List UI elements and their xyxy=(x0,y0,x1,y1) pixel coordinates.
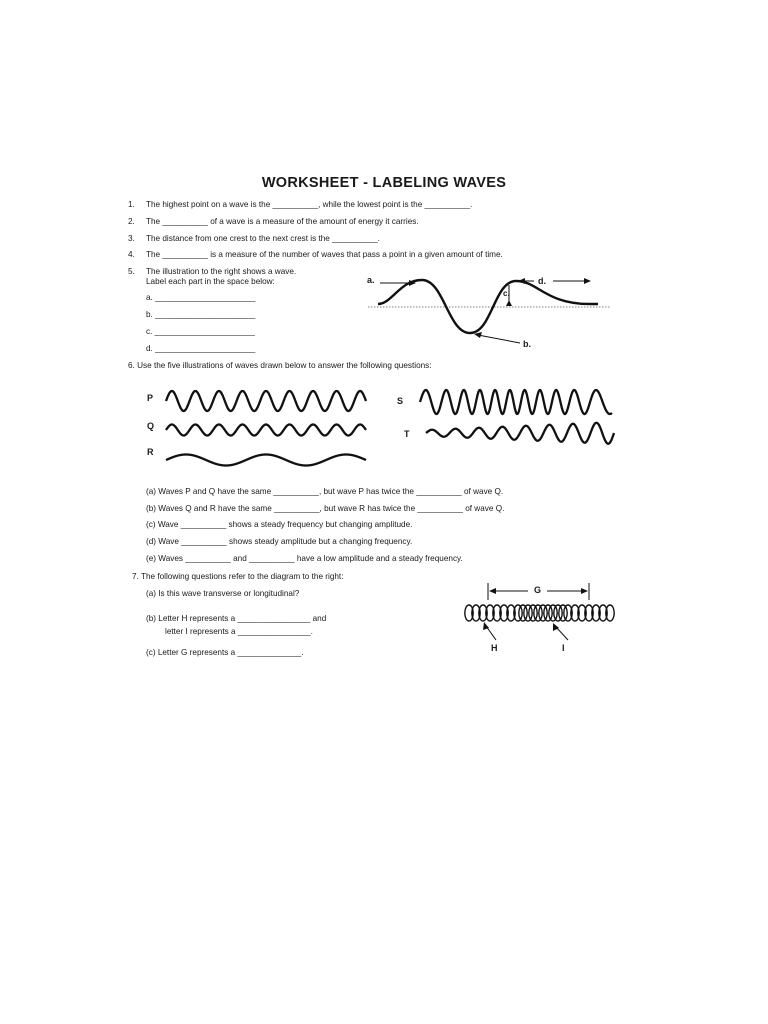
wave-label-p: P xyxy=(147,393,154,403)
question-text: The illustration to the right shows a wave. xyxy=(146,267,297,276)
spring-coil xyxy=(529,605,537,621)
spring-coil xyxy=(571,605,579,621)
spring-coils xyxy=(465,605,614,621)
diagram-label-b: b. xyxy=(523,339,531,349)
question-text: The highest point on a wave is the __________, while the lowest point is the __________. xyxy=(146,200,473,209)
spring-coil xyxy=(544,605,552,621)
spring-coil xyxy=(500,605,508,621)
question-7c: (c) Letter G represents a ______________. xyxy=(146,648,304,657)
spring-coil xyxy=(534,605,542,621)
question-6c: (c) Wave __________ shows a steady frequency but changing amplitude. xyxy=(146,520,413,529)
wave-label-s: S xyxy=(397,396,404,406)
spring-coil xyxy=(472,605,480,621)
question-6d: (d) Wave __________ shows steady amplitude but a changing frequency. xyxy=(146,537,413,546)
question-6b: (b) Waves Q and R have the same __________, but wave R has twice the __________ of wave Q. xyxy=(146,504,505,513)
spring-coil xyxy=(564,605,572,621)
wave-p xyxy=(166,391,366,411)
spring-coil xyxy=(479,605,487,621)
diagram-label-i: I xyxy=(562,643,565,653)
spring-coil xyxy=(559,605,567,621)
arrow-d-right-head xyxy=(584,278,591,284)
question-number: 1. xyxy=(128,200,135,209)
question-text: The __________ of a wave is a measure of the amount of energy it carries. xyxy=(146,217,419,226)
question-7b-line1: (b) Letter H represents a ________________ and xyxy=(146,614,327,623)
question-number: 4. xyxy=(128,250,135,259)
arrow-i xyxy=(556,627,568,640)
arrow-b-head xyxy=(474,332,482,338)
worksheet-title: WORKSHEET - LABELING WAVES xyxy=(261,175,507,191)
diagram-label-h: H xyxy=(491,643,498,653)
answer-blank-d: d. ______________________ xyxy=(146,344,256,353)
spring-coil xyxy=(514,605,522,621)
arrow-h-head xyxy=(483,622,489,630)
spring-coil xyxy=(493,605,501,621)
wave-curve xyxy=(378,280,598,333)
arrow-a-head xyxy=(409,280,416,286)
spring-coil xyxy=(599,605,607,621)
question-text: The __________ is a measure of the number of waves that pass a point in a given amount of time. xyxy=(146,250,503,259)
question-7b-line2: letter I represents a ________________. xyxy=(165,627,313,636)
diagram-label-g: G xyxy=(534,585,542,595)
question-number: 5. xyxy=(128,267,135,276)
spring-coil xyxy=(507,605,515,621)
answer-blank-b: b. ______________________ xyxy=(146,310,256,319)
diagram-label-c: c. xyxy=(503,289,510,298)
g-arrow-right-head xyxy=(581,588,588,594)
question-6-intro: 6. Use the five illustrations of waves drawn below to answer the following questions: xyxy=(128,361,432,370)
arrow-i-head xyxy=(553,623,559,631)
question-6a: (a) Waves P and Q have the same __________, but wave P has twice the __________ of wave Q. xyxy=(146,487,504,496)
spring-coil xyxy=(539,605,547,621)
arrow-d-left-head xyxy=(518,278,525,284)
spring-coil xyxy=(486,605,494,621)
arrow-c-head xyxy=(506,300,512,306)
g-arrow-left-head xyxy=(489,588,496,594)
question-3 xyxy=(128,234,380,243)
wave-q xyxy=(166,425,366,436)
question-1 xyxy=(128,200,472,209)
question-text: The distance from one crest to the next crest is the __________. xyxy=(146,234,380,243)
spring-coil xyxy=(465,605,473,621)
question-4 xyxy=(128,250,503,259)
question-number: 3. xyxy=(128,234,135,243)
question-number: 2. xyxy=(128,217,135,226)
wave-t xyxy=(426,423,614,444)
question-2 xyxy=(128,217,419,226)
spring-coil xyxy=(549,605,557,621)
arrow-h xyxy=(486,626,496,640)
spring-coil xyxy=(578,605,586,621)
spring-coil xyxy=(554,605,562,621)
arrow-b xyxy=(478,335,520,343)
wave-s xyxy=(420,390,612,414)
wave-r xyxy=(166,455,366,466)
wave-label-r: R xyxy=(147,447,154,457)
wave-label-t: T xyxy=(404,429,410,439)
diagram-label-a: a. xyxy=(367,275,375,285)
question-6e: (e) Waves __________ and __________ have a low amplitude and a steady frequency. xyxy=(146,554,463,563)
answer-blank-a: a. ______________________ xyxy=(146,293,256,302)
spring-coil xyxy=(592,605,600,621)
answer-blank-c: c. ______________________ xyxy=(146,327,255,336)
question-5-instruction: Label each part in the space below: xyxy=(146,277,275,286)
question-7-intro: 7. The following questions refer to the diagram to the right: xyxy=(132,572,344,581)
spring-coil xyxy=(524,605,532,621)
spring-coil xyxy=(606,605,614,621)
spring-coil xyxy=(585,605,593,621)
question-7a: (a) Is this wave transverse or longitudinal? xyxy=(146,589,300,598)
spring-coil xyxy=(519,605,527,621)
wave-label-q: Q xyxy=(147,421,155,431)
diagram-label-d: d. xyxy=(538,276,546,286)
question-5 xyxy=(128,267,296,276)
